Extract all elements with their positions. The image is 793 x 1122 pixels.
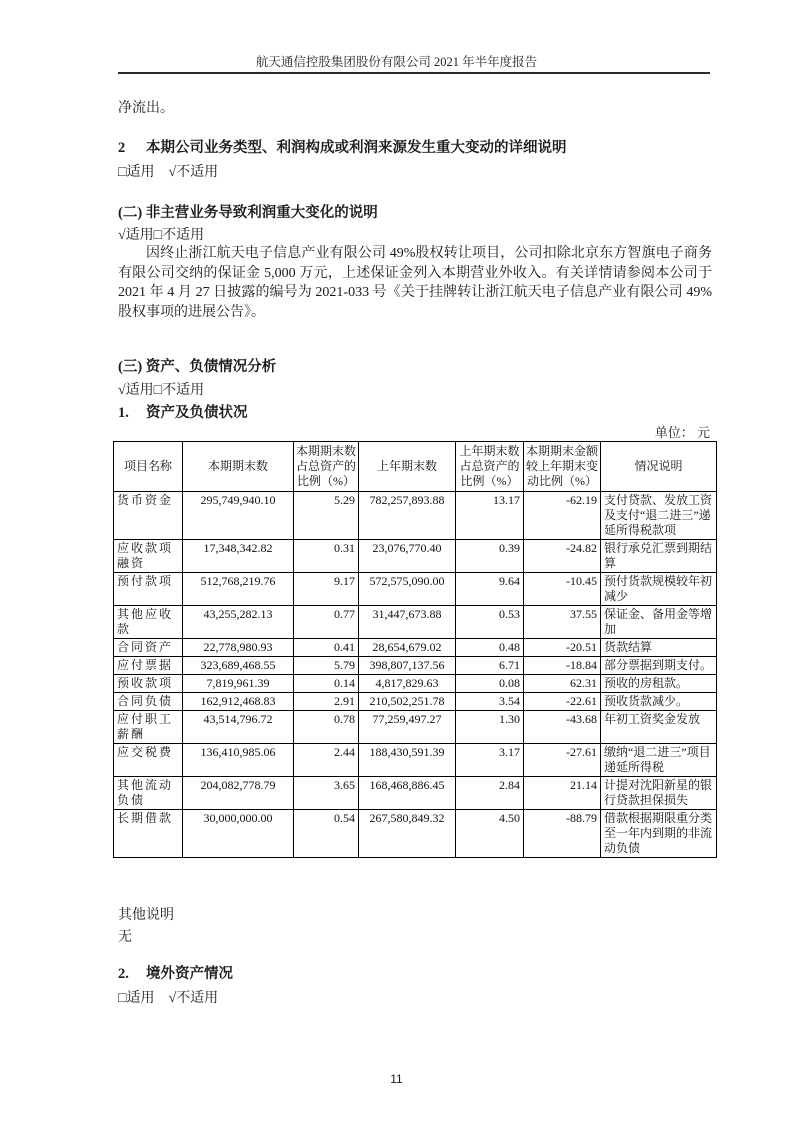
cell-prior-pct: 4.50 (456, 810, 524, 858)
table-row (114, 573, 717, 606)
cell-prior-pct: 0.48 (456, 639, 524, 657)
overseas-heading-number: 2. (118, 966, 129, 982)
section-c-heading: (三) 资产、负债情况分析 (118, 359, 277, 375)
subsection-1-heading (118, 403, 712, 423)
col-header-note: 情况说明 (601, 442, 717, 492)
cell-current-pct: 9.17 (294, 573, 359, 606)
cell-current: 43,514,796.72 (183, 711, 294, 744)
report-header-title: 航天通信控股集团股份有限公司 2021 年半年度报告 (255, 55, 538, 69)
cell-name: 预收款项 (114, 675, 183, 693)
cell-current-pct: 0.54 (294, 810, 359, 858)
cell-name: 其他应收款 (114, 606, 183, 639)
col-header-current-amount: 本期期末数 (183, 442, 294, 492)
cell-change-pct: -18.84 (524, 657, 601, 675)
cell-prior: 572,575,090.00 (359, 573, 456, 606)
section-b-heading: (二) 非主营业务导致利润重大变化的说明 (118, 205, 378, 221)
cell-prior: 168,468,886.45 (359, 777, 456, 810)
cell-current: 43,255,282.13 (183, 606, 294, 639)
cell-prior: 4,817,829.63 (359, 675, 456, 693)
cell-change-pct: 62.31 (524, 675, 601, 693)
cell-note: 部分票据到期支付。 (601, 657, 717, 675)
cell-change-pct: -62.19 (524, 492, 601, 540)
cell-note: 借款根据期限重分类至一年内到期的非流动负债 (601, 810, 717, 858)
table-row (114, 777, 717, 810)
cell-note: 银行承兑汇票到期结算 (601, 540, 717, 573)
cell-change-pct: -88.79 (524, 810, 601, 858)
cell-current-pct: 5.29 (294, 492, 359, 540)
overseas-assets-heading (118, 964, 712, 984)
cell-current: 7,819,961.39 (183, 675, 294, 693)
cell-note: 年初工资奖金发放 (601, 711, 717, 744)
overseas-applicability: □适用 √不适用 (118, 991, 219, 1006)
section-2-title: 本期公司业务类型、利润构成或利润来源发生重大变动的详细说明 (146, 140, 567, 156)
cell-current-pct: 0.41 (294, 639, 359, 657)
cell-note: 预收货款减少。 (601, 693, 717, 711)
section-c-applicability: √适用□不适用 (118, 383, 205, 398)
cell-current: 30,000,000.00 (183, 810, 294, 858)
cell-current: 136,410,985.06 (183, 744, 294, 777)
cell-prior-pct: 13.17 (456, 492, 524, 540)
cell-prior-pct: 9.64 (456, 573, 524, 606)
col-header-change-pct: 本期期末金额较上年期末变动比例（%） (524, 442, 601, 492)
cell-name: 预付款项 (114, 573, 183, 606)
overseas-heading-title: 境外资产情况 (146, 966, 233, 982)
cell-prior: 210,502,251.78 (359, 693, 456, 711)
cell-name: 合同资产 (114, 639, 183, 657)
cell-change-pct: 21.14 (524, 777, 601, 810)
table-row (114, 810, 717, 858)
cell-prior-pct: 3.17 (456, 744, 524, 777)
cell-prior: 23,076,770.40 (359, 540, 456, 573)
cell-current-pct: 2.91 (294, 693, 359, 711)
section-b-paragraph: 因终止浙江航天电子信息产业有限公司 49%股权转让项目，公司扣除北京东方智旗电子商务有限公司交纳的保证金 5,000 万元，上述保证金列入本期营业外收入。有关详情请参阅本公司于 2021 年 4 月 27 日披露的编号为 2021-033 号《关于挂牌转让浙江航天电子信息产业有限公司 49%股权事项的进展公告》。 (118, 246, 712, 320)
cell-name: 应付票据 (114, 657, 183, 675)
cell-current-pct: 2.44 (294, 744, 359, 777)
section-2-heading (118, 138, 712, 158)
cell-current: 22,778,980.93 (183, 639, 294, 657)
cell-current-pct: 0.14 (294, 675, 359, 693)
cell-prior-pct: 1.30 (456, 711, 524, 744)
cell-name: 应付职工薪酬 (114, 711, 183, 744)
unit-label: 单位： 元 (654, 425, 710, 440)
cell-current: 512,768,219.76 (183, 573, 294, 606)
cell-prior-pct: 0.53 (456, 606, 524, 639)
cell-name: 合同负债 (114, 693, 183, 711)
table-row (114, 675, 717, 693)
cell-current: 17,348,342.82 (183, 540, 294, 573)
table-header-row (114, 442, 717, 492)
table-body (114, 492, 717, 858)
col-header-prior-amount: 上年期末数 (359, 442, 456, 492)
table-row (114, 657, 717, 675)
cell-change-pct: -22.61 (524, 693, 601, 711)
cell-prior: 398,807,137.56 (359, 657, 456, 675)
cell-change-pct: -20.51 (524, 639, 601, 657)
table-row (114, 540, 717, 573)
cell-current-pct: 0.31 (294, 540, 359, 573)
cell-current-pct: 0.78 (294, 711, 359, 744)
section-2-applicability: □适用 √不适用 (118, 165, 219, 180)
net-outflow-text: 净流出。 (118, 101, 174, 116)
cell-note: 保证金、备用金等增加 (601, 606, 717, 639)
col-header-prior-pct: 上年期末数占总资产的比例（%） (456, 442, 524, 492)
table-row (114, 606, 717, 639)
cell-name: 其他流动负债 (114, 777, 183, 810)
table-row (114, 492, 717, 540)
table-row (114, 744, 717, 777)
cell-name: 长期借款 (114, 810, 183, 858)
cell-note: 计提对沈阳新星的银行贷款担保损失 (601, 777, 717, 810)
cell-prior-pct: 3.54 (456, 693, 524, 711)
assets-liabilities-table (113, 441, 717, 858)
col-header-item-name: 项目名称 (114, 442, 183, 492)
cell-prior: 28,654,679.02 (359, 639, 456, 657)
cell-name: 货币资金 (114, 492, 183, 540)
cell-name: 应交税费 (114, 744, 183, 777)
cell-prior-pct: 6.71 (456, 657, 524, 675)
cell-note: 货款结算 (601, 639, 717, 657)
cell-current: 204,082,778.79 (183, 777, 294, 810)
table-row (114, 639, 717, 657)
page-number: 11 (390, 1072, 403, 1086)
cell-current: 295,749,940.10 (183, 492, 294, 540)
cell-prior: 782,257,893.88 (359, 492, 456, 540)
cell-change-pct: -10.45 (524, 573, 601, 606)
cell-current-pct: 0.77 (294, 606, 359, 639)
cell-change-pct: -24.82 (524, 540, 601, 573)
cell-current: 162,912,468.83 (183, 693, 294, 711)
cell-change-pct: 37.55 (524, 606, 601, 639)
cell-current: 323,689,468.55 (183, 657, 294, 675)
cell-prior: 267,580,849.32 (359, 810, 456, 858)
cell-current-pct: 5.79 (294, 657, 359, 675)
col-header-current-pct: 本期期末数占总资产的比例（%） (294, 442, 359, 492)
other-notes-label: 其他说明 (118, 908, 174, 923)
cell-change-pct: -27.61 (524, 744, 601, 777)
table-row (114, 711, 717, 744)
section-b-applicability: √适用□不适用 (118, 228, 205, 243)
cell-note: 预付货款规模较年初减少 (601, 573, 717, 606)
cell-prior-pct: 0.39 (456, 540, 524, 573)
cell-note: 支付贷款、发放工资及支付“退二进三”递延所得税款项 (601, 492, 717, 540)
cell-prior: 77,259,497.27 (359, 711, 456, 744)
cell-prior: 188,430,591.39 (359, 744, 456, 777)
cell-current-pct: 3.65 (294, 777, 359, 810)
cell-prior: 31,447,673.88 (359, 606, 456, 639)
cell-prior-pct: 0.08 (456, 675, 524, 693)
cell-name: 应收款项融资 (114, 540, 183, 573)
cell-note: 预收的房租款。 (601, 675, 717, 693)
section-2-number: 2 (118, 140, 126, 156)
subsection-1-title: 资产及负债状况 (146, 405, 248, 421)
cell-note: 缴纳“退二进三”项目递延所得税 (601, 744, 717, 777)
subsection-1-number: 1. (118, 405, 129, 421)
header-divider (118, 72, 710, 74)
table-row (114, 693, 717, 711)
other-notes-value: 无 (118, 930, 132, 945)
cell-change-pct: -43.68 (524, 711, 601, 744)
cell-prior-pct: 2.84 (456, 777, 524, 810)
